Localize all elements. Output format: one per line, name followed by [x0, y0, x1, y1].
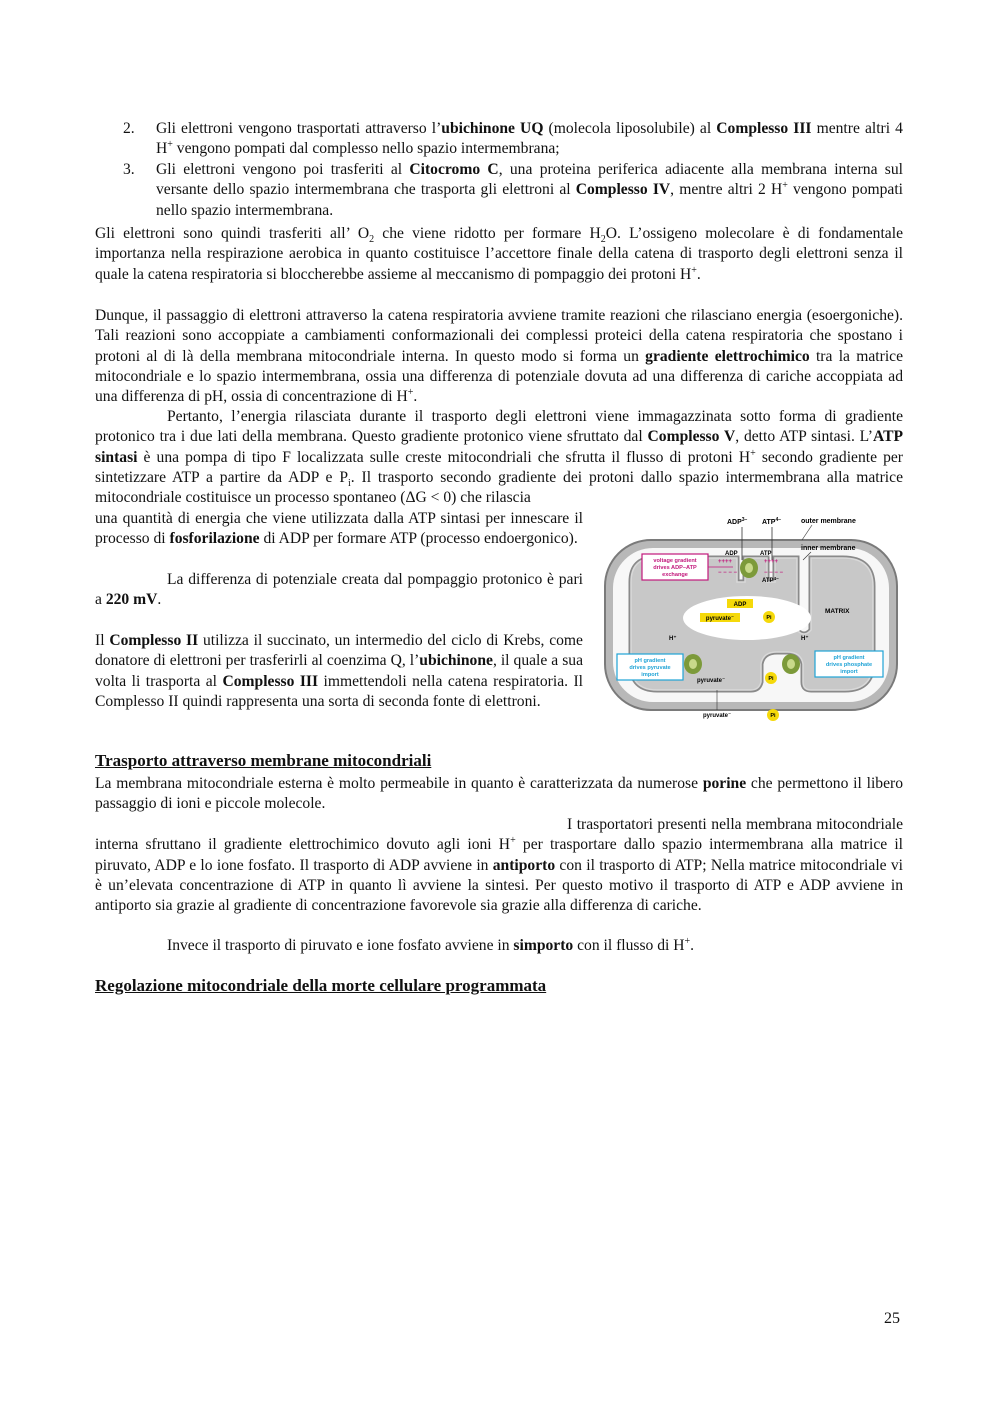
svg-text:import: import — [641, 672, 659, 678]
inner-membrane-label: inner membrane — [801, 545, 856, 552]
paragraph-outer-membrane: La membrana mitocondriale esterna è molto permeabile in quanto è caratterizzata da numerose porine che permettono il libero passaggio di ioni e piccole molecole. — [95, 775, 904, 813]
svg-text:import: import — [840, 669, 858, 675]
hplus-right: H⁺ — [801, 636, 809, 642]
svg-text:drives ADP–ATP: drives ADP–ATP — [653, 565, 697, 571]
outer-membrane-label: outer membrane — [801, 518, 856, 525]
list-item-text: Gli elettroni vengono trasportati attraverso l’ubichinone UQ (molecola liposolubile) al Complesso III mentre altri 4 H+ vengono pompati dal complesso nello spazio intermembrana; — [156, 120, 903, 158]
minus-right: − − − − — [764, 570, 784, 576]
paragraph-atp-synthase: Pertanto, l’energia rilasciata durante il trasporto degli elettroni viene immagazzinata sotto forma di gradiente protonico tra i due lati della membrana. Questo gradiente protonico viene sfruttato dal Complesso V, detto ATP sintasi. L’ATP sintasi è una pompa di tipo F localizzata sulle creste mitocondriali che sfrutta il flusso di protoni H+ secondo gradiente per sintetizzare ATP a partire da ADP e $P_i$. Il trasporto secondo gradiente dei protoni dallo spazio intermembrana alla matrice mitocondriale costituisce un processo spontaneo (ΔG < 0) che rilascia — [95, 408, 903, 507]
svg-text:pH gradient: pH gradient — [833, 655, 865, 661]
page-number: 25 — [884, 1310, 900, 1327]
paragraph-inner-membrane-transporters: I trasportatori presenti nella membrana mitocondriale interna sfruttano il gradiente elettrochimico dovuto agli ioni H+ per trasportare dallo spazio intermembrana alla matrice il piruvato, ADP e lo ione fosfato. Il trasporto di ADP avviene in antiporto con il trasporto di ATP; Nella matrice mitocondriale vi è un’elevata concentrazione di ATP in quanto lì avviene la sintesi. Per questo motivo il trasporto di ATP e ADP avviene in antiporto sia grazie al gradiente di concentrazione favorevole sia grazie alla differenza di cariche. — [95, 816, 904, 915]
list-number: 2. — [123, 120, 135, 137]
svg-text:drives phosphate: drives phosphate — [825, 662, 873, 668]
paragraph-electrochemical-gradient: Dunque, il passaggio di elettroni attraverso la catena respiratoria avviene tramite reazioni che rilasciano energia (esoergoniche). Tali reazioni sono accoppiate a cambiamenti conformazionali dei complessi proteici della catena respiratoria che spostano i protoni al di là della membrana mitocondriale interna. In questo modo si forma un gradiente elettrochimico tra la matrice mitocondriale e lo spazio intermembrana, ossia una differenza di potenziale dovuta ad una differenza di cariche accoppiata ad una differenza di pH, ossia di concentrazione di H+. — [95, 307, 904, 406]
svg-text:Pi: Pi — [770, 713, 776, 719]
minus-left: − − − − — [718, 570, 738, 576]
atp-matrix-label: $ATP^{4-}$ — [762, 576, 779, 584]
paragraph-oxygen: Gli elettroni sono quindi trasferiti all’ $O_2$ che viene ridotto per formare $H_2O$. L’ossigeno molecolare è di fondamentale importanza nella respirazione aerobica in quanto costituisce l’accettore finale della catena di trasporto degli elettroni senza il quale la catena respiratoria si bloccherebbe assieme al meccanismo di pompaggio dei protoni H+. — [95, 225, 903, 283]
paragraph-phosphorylation: una quantità di energia che viene utilizzata dalla ATP sintasi per innescare il processo di fosforilazione di ADP per formare ATP (processo endoergonico). — [95, 510, 583, 548]
paragraph-potential-difference: La differenza di potenziale creata dal pompaggio protonico è pari a 220 mV. — [95, 571, 583, 609]
plus-left: ++++ — [718, 559, 733, 565]
list-item-3 — [95, 160, 903, 221]
atp-top-label: $ATP^{4-}$ — [762, 517, 782, 526]
pyruvate-intermembrane-label: pyruvate⁻ — [697, 678, 726, 684]
paragraph-symport: Invece il trasporto di piruvato e ione fosfato avviene in simporto con il flusso di H+. — [167, 935, 695, 954]
svg-text:pyruvate⁻: pyruvate⁻ — [705, 616, 735, 622]
hplus-left: H⁺ — [669, 636, 677, 642]
svg-text:pH gradient: pH gradient — [634, 658, 666, 664]
svg-text:Pi: Pi — [766, 615, 772, 621]
adp-antiporter-label: ADP — [725, 551, 738, 557]
plus-right: ++++ — [764, 559, 779, 565]
svg-text:ADP: ADP — [733, 602, 747, 608]
list-item-2 — [95, 119, 903, 160]
svg-text:Pi: Pi — [768, 676, 774, 682]
svg-text:exchange: exchange — [662, 572, 688, 578]
svg-text:drives pyruvate: drives pyruvate — [629, 665, 671, 671]
section-heading-transport: Trasporto attraverso membrane mitocondriali — [95, 751, 432, 770]
section-heading-cell-death: Regolazione mitocondriale della morte cellulare programmata — [95, 976, 547, 995]
mitochondrion-diagram — [597, 512, 902, 727]
pyruvate-outside-label: pyruvate⁻ — [703, 713, 732, 719]
atp-antiporter-label: ATP — [760, 551, 772, 557]
paragraph-complex-ii: Il Complesso II utilizza il succinato, un intermedio del ciclo di Krebs, come donatore di elettroni per trasferirli al coenzima Q, l’ubichinone, il quale a sua volta li trasporta al Complesso III immettendoli nella catena respiratoria. Il Complesso II quindi rappresenta una sorta di seconda fonte di elettroni. — [95, 632, 584, 710]
mitochondrial-transport-figure — [597, 512, 902, 727]
list-item-text: Gli elettroni vengono poi trasferiti al Citocromo C, una proteina periferica adiacente alla membrana interna sul versante dello spazio intermembrana che trasporta gli elettroni al Complesso IV, mentre altri 2 H+ vengono pompati nello spazio intermembrana. — [156, 161, 904, 219]
svg-text:voltage gradient: voltage gradient — [653, 558, 697, 564]
list-number: 3. — [123, 161, 135, 178]
adp-top-label: $ADP^{3-}$ — [727, 517, 748, 526]
matrix-label: MATRIX — [825, 608, 850, 615]
